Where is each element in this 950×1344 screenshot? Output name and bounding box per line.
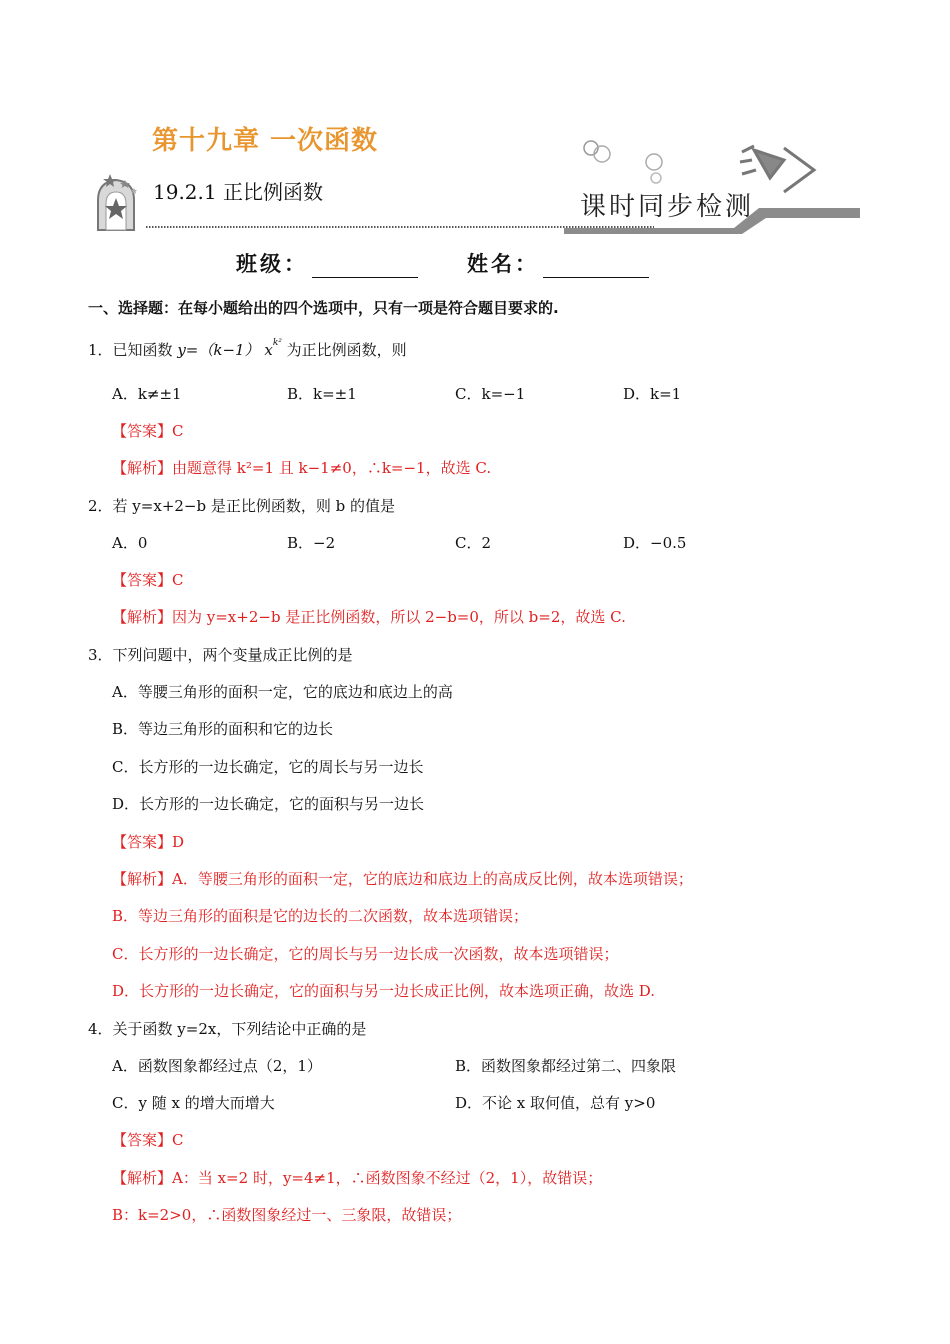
option-b: B．−2: [287, 534, 336, 552]
class-label: 班级：: [236, 252, 308, 276]
answer: 【答案】C: [112, 1131, 184, 1149]
name-field: [467, 248, 649, 278]
option-c: C．k=−1: [455, 385, 526, 403]
option-c: C．2: [455, 534, 492, 552]
option-b: B．等边三角形的面积和它的边长: [112, 720, 334, 738]
analysis-line: 【解析】由题意得 k²=1 且 k−1≠0，∴k=−1，故选 C.: [112, 459, 492, 477]
analysis-line: 【解析】A．等腰三角形的面积一定，它的底边和底边上的高成反比例，故本选项错误；: [112, 870, 693, 888]
option-b: B．函数图象都经过第二、四象限: [455, 1057, 677, 1075]
class-field: [236, 248, 418, 278]
analysis-line: 【解析】A：当 x=2 时，y=4≠1，∴函数图象不经过（2，1），故错误；: [112, 1169, 603, 1187]
analysis-line: 【解析】因为 y=x+2−b 是正比例函数，所以 2−b=0，所以 b=2，故选 C.: [112, 608, 626, 626]
chapter-title: 第十九章 一次函数: [152, 126, 379, 156]
question-4-stem: 4．关于函数 y=2x，下列结论中正确的是: [88, 1020, 367, 1038]
option-d: D．不论 x 取何值，总有 y>0: [455, 1094, 656, 1112]
option-a: A．等腰三角形的面积一定，它的底边和底边上的高: [112, 683, 453, 701]
option-a: A．k≠±1: [112, 385, 182, 403]
question-2-stem: 2．若 y=x+2−b 是正比例函数，则 b 的值是: [88, 497, 396, 515]
question-3-stem: 3．下列问题中，两个变量成正比例的是: [88, 646, 353, 664]
answer: 【答案】C: [112, 422, 184, 440]
option-d: D．k=1: [623, 385, 682, 403]
name-label: 姓名：: [467, 252, 539, 276]
section-title: 19.2.1 正比例函数: [153, 180, 323, 204]
class-blank: [312, 255, 418, 278]
option-d: D．−0.5: [623, 534, 687, 552]
option-a: A．函数图象都经过点（2，1）: [112, 1057, 322, 1075]
star-emblem-icon: [98, 174, 137, 230]
power-expression: $x^{k^2}$: [264, 338, 282, 359]
option-b: B．k=±1: [287, 385, 357, 403]
option-d: D．长方形的一边长确定，它的面积与另一边长: [112, 795, 425, 813]
name-blank: [543, 255, 649, 278]
stamp-title: 课时同步检测: [580, 192, 755, 222]
analysis-line: B．等边三角形的面积是它的边长的二次函数，故本选项错误；: [112, 907, 529, 925]
analysis-line: B：k=2>0，∴函数图象经过一、三象限，故错误；: [112, 1206, 462, 1224]
answer: 【答案】C: [112, 571, 184, 589]
answer: 【答案】D: [112, 833, 185, 851]
section-instructions: 一、选择题：在每小题给出的四个选项中，只有一项是符合题目要求的.: [88, 299, 559, 317]
option-c: C．y 随 x 的增大而增大: [112, 1094, 275, 1112]
question-1-stem: 1．已知函数 y=（k−1） $x^{k^2}$ 为正比例函数，则: [88, 338, 407, 359]
option-a: A．0: [112, 534, 148, 552]
analysis-line: D．长方形的一边长确定，它的面积与另一边长成正比例，故本选项正确，故选 D.: [112, 982, 656, 1000]
option-c: C．长方形的一边长确定，它的周长与另一边长: [112, 758, 424, 776]
analysis-line: C．长方形的一边长确定，它的周长与另一边长成一次函数，故本选项错误；: [112, 945, 619, 963]
